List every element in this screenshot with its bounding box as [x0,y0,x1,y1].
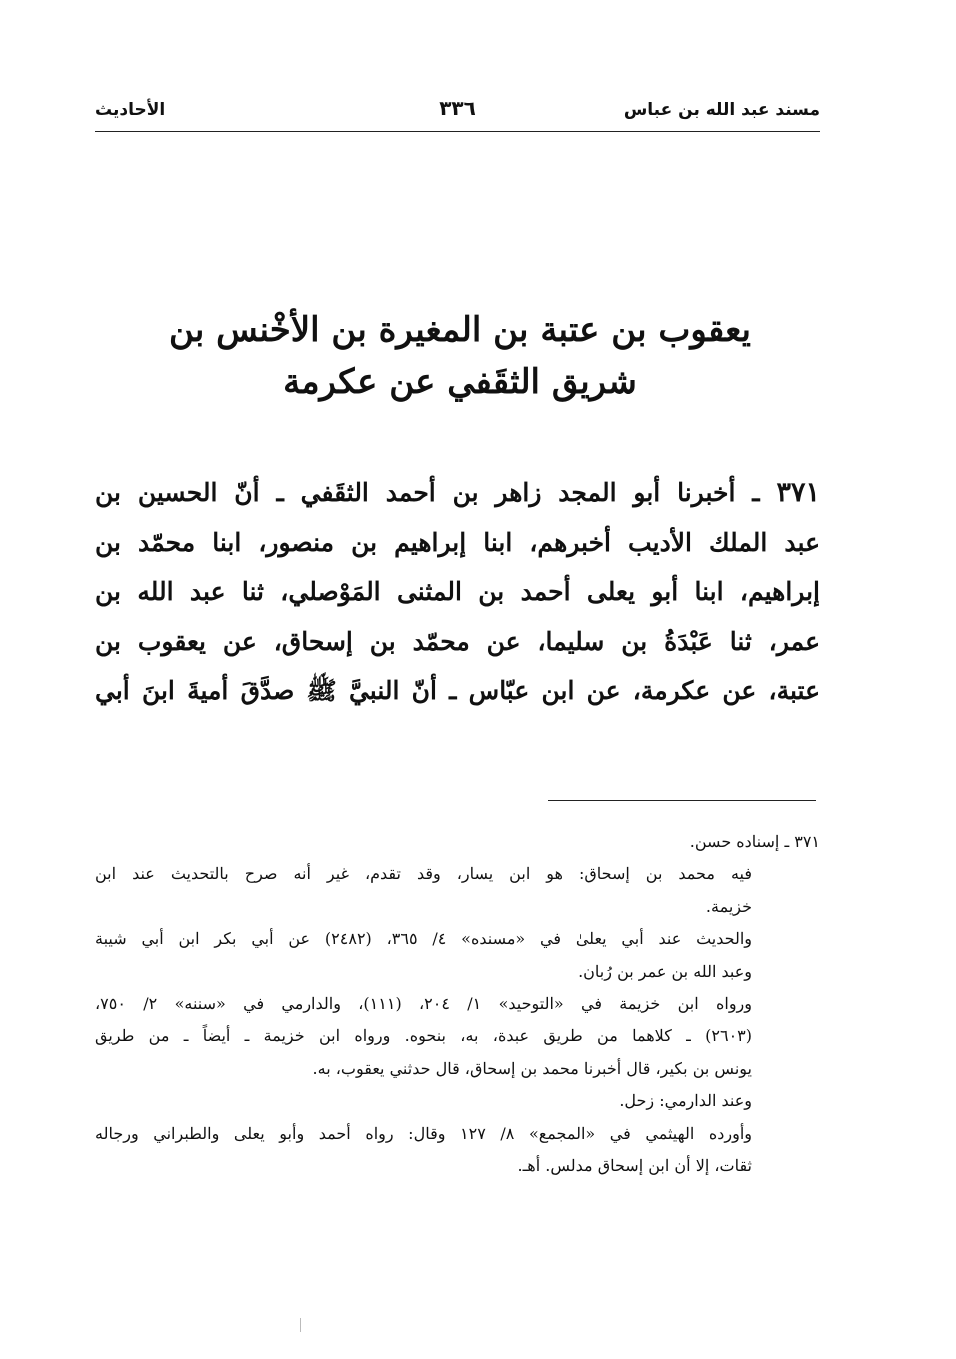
book-title: مسند عبد الله بن عباس [623,100,820,120]
footnote-line-10: وأورده الهيثمي في «المجمع» ٨/ ١٢٧ وقال: رواه أحمد وأبو يعلى والطبراني ورجاله [95,1123,753,1143]
footnote-line-2: فيه محمد بن إسحاق: هو ابن يسار، وقد تقدم، غير أنه صرح بالتحديث عند ابن [95,864,753,884]
running-head [95,96,820,132]
hadith-number: ٣٧١ [776,477,820,508]
chapter-title-line-1: يعقوب بن عتبة بن المغيرة بن الأخْنس بن [168,310,752,350]
section-title: الأحاديث [95,100,166,120]
footnote-rule [548,800,816,801]
header-rule [95,131,820,132]
footnotes [95,826,820,1182]
footnote-line-1: ٣٧١ ـ إسناده حسن. [689,832,820,851]
footnote-line-6: ورواه ابن خزيمة في «التوحيد» ١/ ٢٠٤، (١١١)، والدارمي في «سننه» ٢/ ٧٥٠، [95,994,753,1014]
footnote-line-11: ثقات، إلا أن ابن إسحاق مدلس. أهـ. [517,1156,752,1176]
hadith-line-2: عبد الملك الأديب أخبرهم، ابنا إبراهيم بن منصور، ابنا محمّد بن [95,527,820,557]
hadith-line-3: إبراهيم، ابنا أبو يعلى أحمد بن المثنى المَوْصلي، ثنا عبد الله بن [95,577,820,607]
hadith-line-4: عمر، ثنا عَبْدَةُ بن سليما، عن محمّد بن إسحاق، عن يعقوب بن [95,626,820,656]
footnote-line-3: خزيمة. [705,896,752,916]
chapter-title-line-2: شريق الثقَفي عن عكرمة [283,362,637,402]
chapter-title [150,304,770,408]
scan-mark [300,1318,301,1332]
hadith-line-1-text: ـ أخبرنا أبو المجد زاهر بن أحمد الثقَفي ـ أنّ الحسين بن [95,478,760,507]
footnote-line-8: يونس بن بكير، قال أخبرنا محمد بن إسحاق، قال حدثني يعقوب، به. [312,1058,752,1078]
footnote-line-4: والحديث عند أبي يعلىٰ في «مسنده» ٤/ ٣٦٥، (٢٤٨٢) عن أبي بكر ابن أبي شيبة [95,929,753,949]
hadith-text [95,468,820,716]
footnote-line-7: (٢٦٠٣) ـ كلاهما من طريق عبدة، به، بنحوه. ورواه ابن خزيمة ـ أيضاً ـ من طريق [95,1026,752,1046]
footnote-line-9: وعند الدارمي: زحل. [619,1091,752,1111]
hadith-line-1 [95,468,820,518]
page-number: ٣٣٦ [439,96,476,120]
hadith-line-5: عتبة، عن عكرمة، عن ابن عبّاس ـ أنّ النبيَّ ﷺ صدَّقَ أميةَ ابنَ أبي [95,676,820,706]
footnote-line-5: وعبد الله بن عمر بن رُبان. [578,961,752,981]
